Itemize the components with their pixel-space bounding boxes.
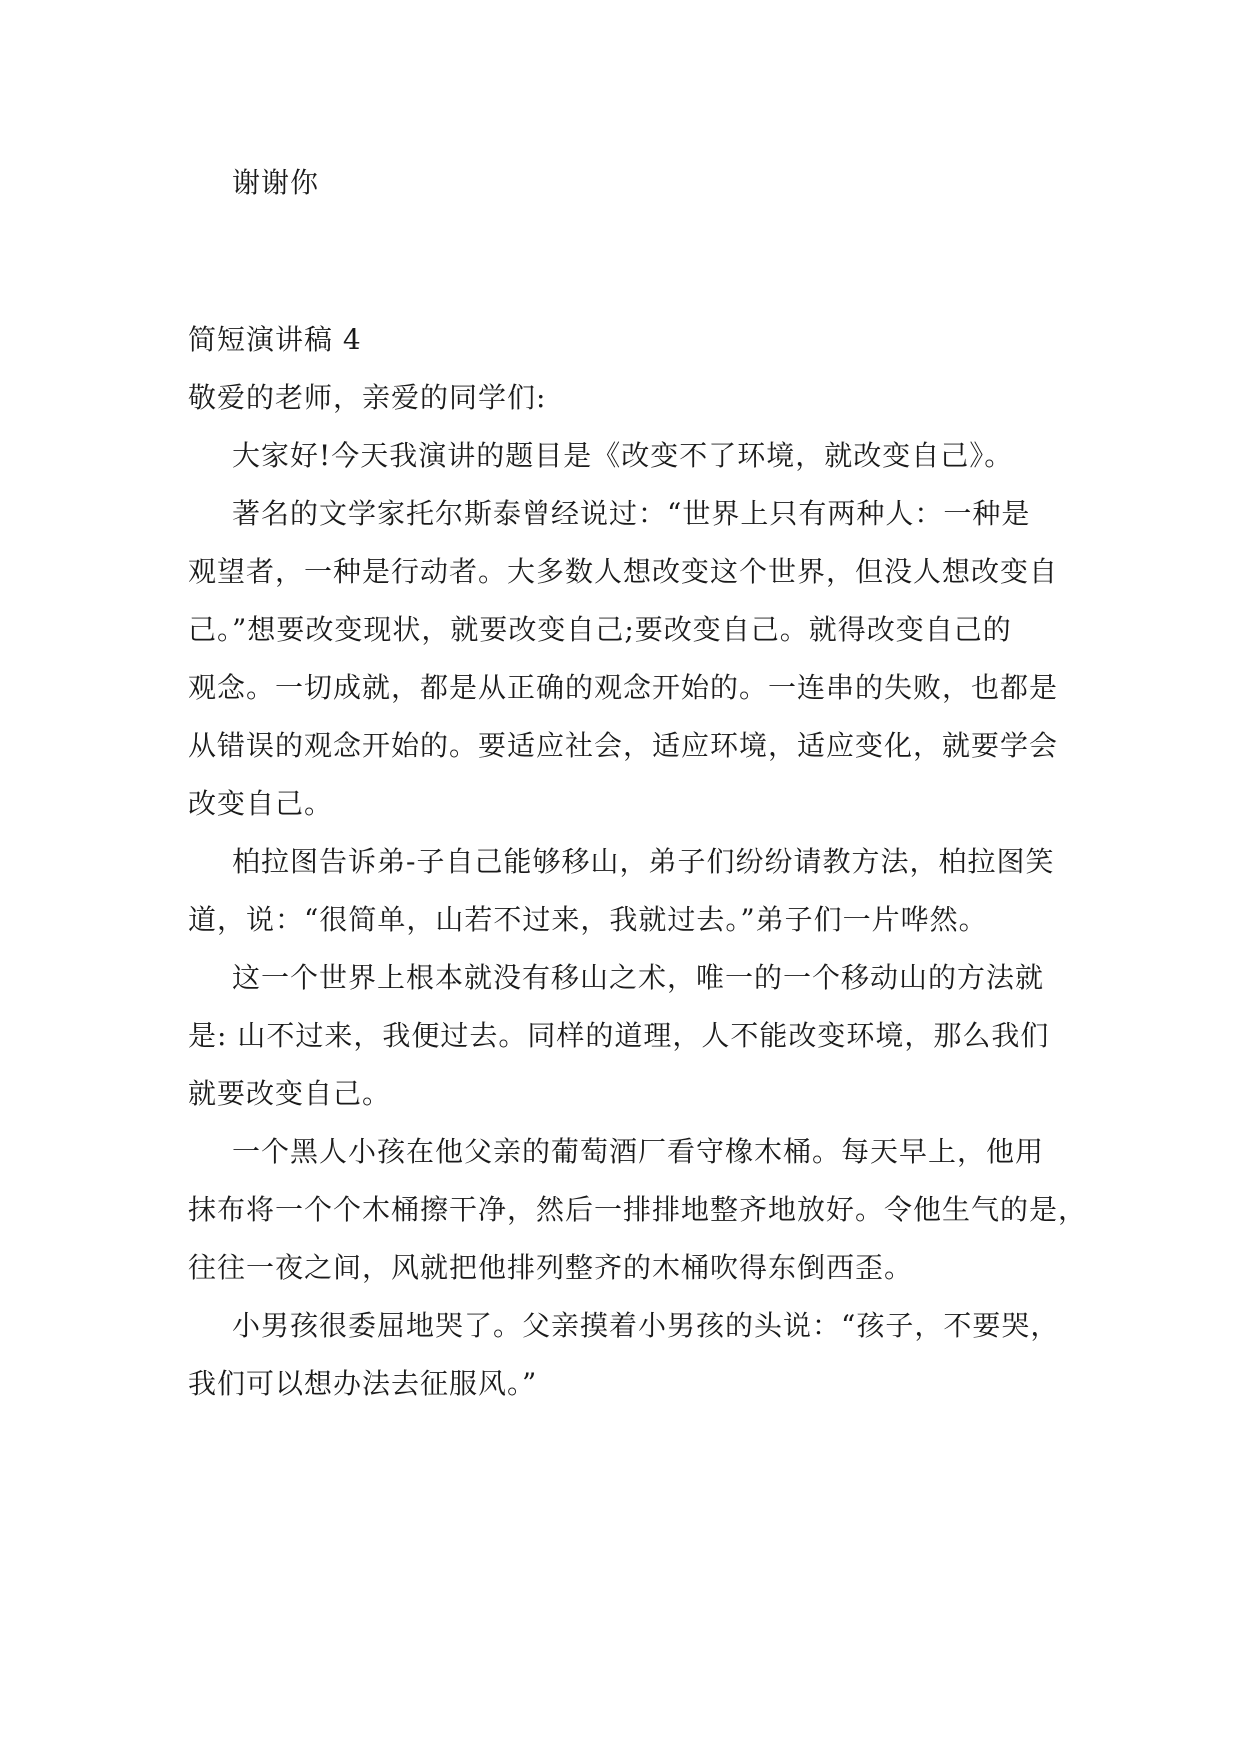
greeting: 敬爱的老师，亲爱的同学们: [188,381,547,414]
paragraph-line: 就要改变自己。 [188,1077,392,1110]
paragraph-line: 我们可以想办法去征服风。” [188,1367,538,1400]
paragraph-line: 小男孩很委屈地哭了。父亲摸着小男孩的头说：“孩子，不要哭， [232,1309,1060,1342]
paragraph-line: 从错误的观念开始的。要适应社会，适应环境，适应变化，就要学会 [188,729,1059,762]
paragraph-line: 大家好!今天我演讲的题目是《改变不了环境，就改变自己》。 [232,439,1014,472]
paragraph-line: 改变自己。 [188,787,334,820]
paragraph-line: 道，说：“很简单，山若不过来，我就过去。”弟子们一片哗然。 [188,903,988,936]
paragraph-line: 观望者，一种是行动者。大多数人想改变这个世界，但没人想改变自 [188,555,1059,588]
paragraph-line: 观念。一切成就，都是从正确的观念开始的。一连串的失败，也都是 [188,671,1059,704]
paragraph-line: 柏拉图告诉弟-子自己能够移山，弟子们纷纷请教方法，柏拉图笑 [232,845,1055,878]
paragraph-line: 己。”想要改变现状，就要改变自己;要改变自己。就得改变自己的 [188,613,1012,646]
closing-text: 谢谢你 [232,166,320,199]
paragraph-line: 著名的文学家托尔斯泰曾经说过：“世界上只有两种人：一种是 [232,497,1031,530]
paragraph-line: 一个黑人小孩在他父亲的葡萄酒厂看守橡木桶。每天早上，他用 [232,1135,1045,1168]
paragraph-line: 抹布将一个个木桶擦干净，然后一排排地整齐地放好。令他生气的是， [188,1193,1088,1226]
paragraph-line: 往往一夜之间，风就把他排列整齐的木桶吹得东倒西歪。 [188,1251,914,1284]
section-title: 简短演讲稿 4 [188,323,362,356]
paragraph-line: 是: 山不过来，我便过去。同样的道理，人不能改变环境，那么我们 [188,1019,1050,1052]
paragraph-line: 这一个世界上根本就没有移山之术，唯一的一个移动山的方法就 [232,961,1045,994]
